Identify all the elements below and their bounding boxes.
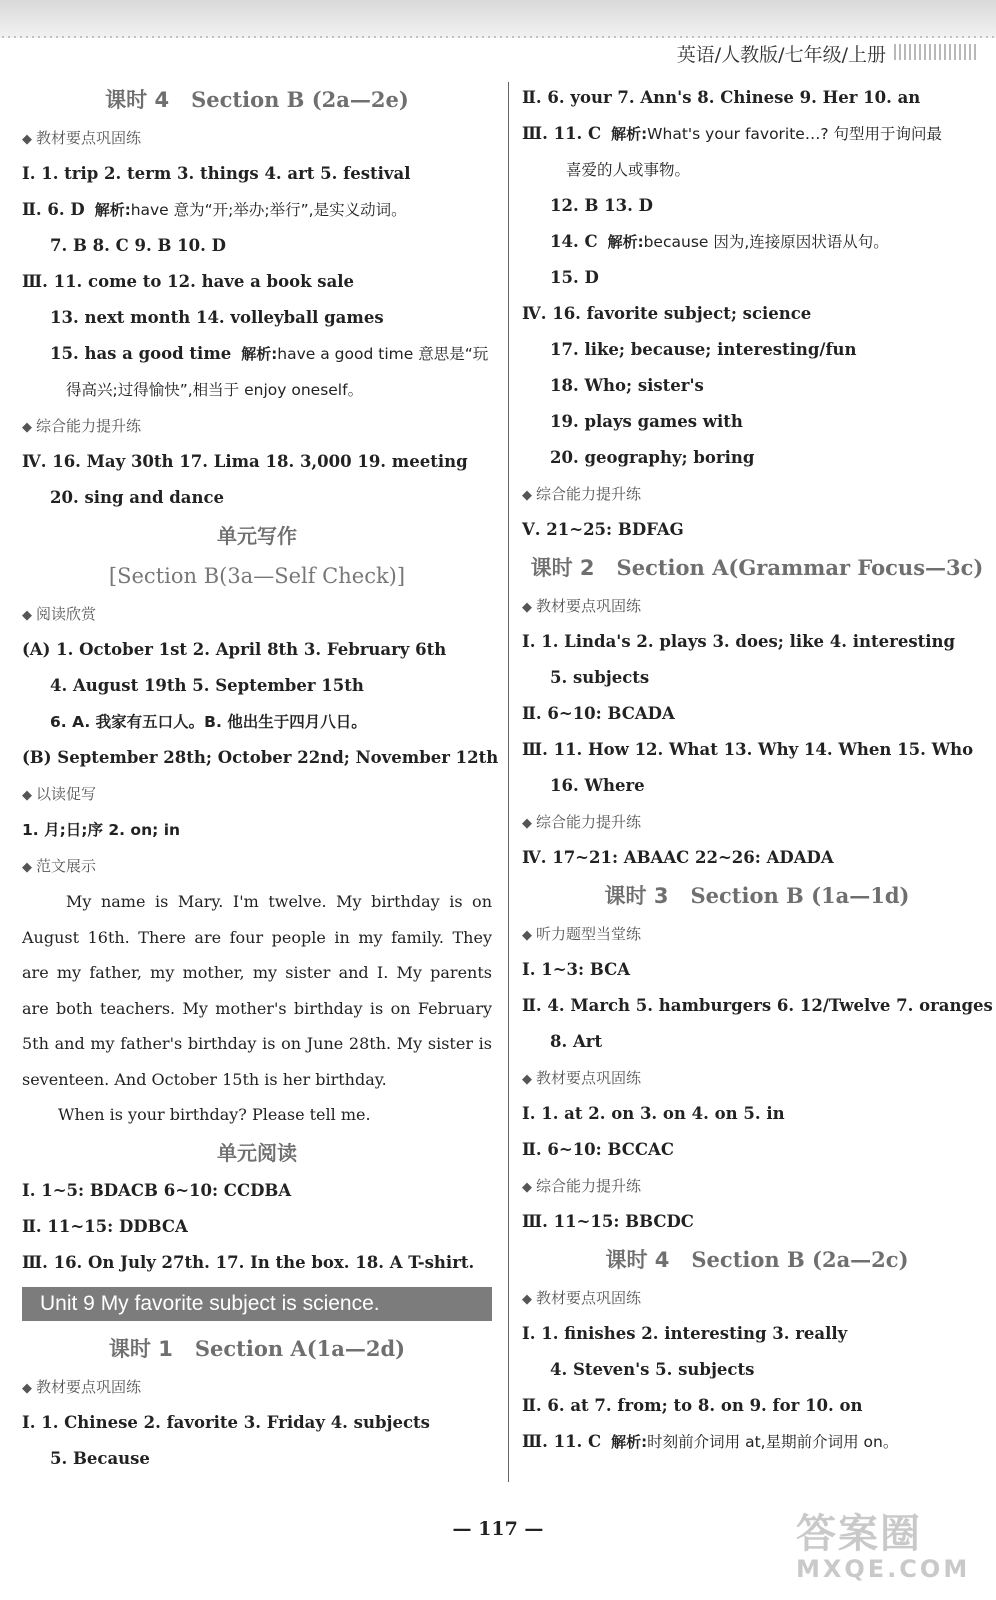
section-heading: ◆ 教材要点巩固练 bbox=[522, 1280, 992, 1316]
answer-line: Ⅲ. 11. C 解析:时刻前介词用 at,星期前介词用 on。 bbox=[522, 1432, 899, 1451]
answer-line: Ⅱ. 6~10: BCADA bbox=[522, 704, 675, 723]
answer-line: 16. Where bbox=[550, 776, 645, 795]
answer-line: 5. subjects bbox=[550, 668, 650, 687]
answer-line: 8. Art bbox=[550, 1032, 603, 1051]
section-heading: ◆ 教材要点巩固练 bbox=[22, 120, 492, 156]
unit-reading-title: 单元阅读 bbox=[217, 1140, 297, 1165]
answer-line: 喜爱的人或事物。 bbox=[566, 161, 691, 179]
diamond-icon: ◆ bbox=[22, 608, 32, 623]
watermark-url: MXQE.COM bbox=[796, 1555, 971, 1583]
answer-line: Ⅰ. 1~5: BDACB 6~10: CCDBA bbox=[22, 1180, 292, 1200]
answer-line: Ⅱ. 6. D 解析:have 意为“开;举办;举行”,是实义动词。 bbox=[22, 200, 407, 219]
answer-line: 20. sing and dance bbox=[50, 488, 225, 507]
section-heading: ◆ 综合能力提升练 bbox=[522, 1168, 992, 1204]
page-number: — 117 — bbox=[452, 1518, 544, 1540]
watermark-text: 答案圈 bbox=[796, 1511, 922, 1557]
answer-line: Ⅱ. 6. your 7. Ann's 8. Chinese 9. Her 10. an bbox=[522, 88, 921, 107]
answer-line: 15. D bbox=[550, 268, 599, 287]
unit-banner: Unit 9 My favorite subject is science. bbox=[22, 1287, 492, 1321]
answer-line: Ⅱ. 4. March 5. hamburgers 6. 12/Twelve 7. oranges bbox=[522, 996, 993, 1015]
diamond-icon: ◆ bbox=[522, 816, 532, 831]
unit-writing-title: 单元写作 bbox=[217, 524, 297, 548]
answer-line: 15. has a good time 解析:have a good time 意思是“玩 bbox=[50, 344, 489, 363]
right-column bbox=[522, 80, 992, 1460]
lesson-title: 课时 3 Section B (1a—1d) bbox=[604, 883, 910, 908]
diamond-icon: ◆ bbox=[22, 860, 32, 875]
answer-line: 19. plays games with bbox=[550, 412, 743, 431]
answer-line: 18. Who; sister's bbox=[550, 376, 704, 395]
diamond-icon: ◆ bbox=[522, 928, 532, 943]
left-column bbox=[22, 80, 499, 1477]
answer-line: Ⅱ. 11~15: DDBCA bbox=[22, 1216, 188, 1236]
header-ornament bbox=[894, 44, 978, 60]
diamond-icon: ◆ bbox=[22, 1380, 32, 1396]
model-essay bbox=[22, 884, 492, 1133]
diamond-icon: ◆ bbox=[522, 1072, 532, 1087]
section-heading: ◆ 教材要点巩固练 bbox=[22, 1369, 492, 1405]
answer-line: 17. like; because; interesting/fun bbox=[550, 340, 857, 359]
lesson-title: 课时 1 Section A(1a—2d) bbox=[108, 1335, 406, 1361]
section-heading: ◆ 范文展示 bbox=[22, 848, 492, 884]
answer-line: (A) 1. October 1st 2. April 8th 3. February 6th bbox=[22, 640, 447, 659]
answer-line: Ⅰ. 1. Chinese 2. favorite 3. Friday 4. subjects bbox=[22, 1412, 430, 1432]
answer-line: Ⅲ. 11~15: BBCDC bbox=[522, 1212, 694, 1231]
answer-line: Ⅰ. 1. trip 2. term 3. things 4. art 5. festival bbox=[22, 164, 411, 183]
answer-line: Ⅰ. 1. at 2. on 3. on 4. on 5. in bbox=[522, 1104, 785, 1123]
answer-line: 13. next month 14. volleyball games bbox=[50, 308, 384, 327]
answer-line: Ⅲ. 11. come to 12. have a book sale bbox=[22, 272, 355, 291]
section-heading: ◆ 教材要点巩固练 bbox=[522, 1060, 992, 1096]
lesson-title: 课时 4 Section B (2a—2c) bbox=[605, 1247, 909, 1272]
writing-section-title: [Section B(3a—Self Check)] bbox=[108, 564, 406, 588]
answer-line: 5. Because bbox=[50, 1448, 150, 1468]
diamond-icon: ◆ bbox=[522, 488, 532, 503]
essay-paragraph: When is your birthday? Please tell me. bbox=[58, 1105, 371, 1124]
diamond-icon: ◆ bbox=[22, 788, 32, 803]
answer-line: Ⅰ. 1~3: BCA bbox=[522, 960, 631, 979]
answer-line: Ⅳ. 17~21: ABAAC 22~26: ADADA bbox=[522, 848, 834, 867]
answer-line: Ⅰ. 1. finishes 2. interesting 3. really bbox=[522, 1324, 848, 1343]
section-heading: ◆ 以读促写 bbox=[22, 776, 492, 812]
answer-line: Ⅱ. 6. at 7. from; to 8. on 9. for 10. on bbox=[522, 1396, 863, 1415]
answer-line: Ⅲ. 11. How 12. What 13. Why 14. When 15. Who bbox=[522, 740, 974, 759]
answer-line: 4. August 19th 5. September 15th bbox=[50, 676, 364, 695]
answer-line: 14. C 解析:because 因为,连接原因状语从句。 bbox=[550, 232, 889, 251]
site-watermark bbox=[796, 1502, 971, 1588]
diamond-icon: ◆ bbox=[522, 1292, 532, 1307]
answer-line: Ⅳ. 16. favorite subject; science bbox=[522, 304, 812, 323]
answer-line: 得高兴;过得愉快”,相当于 enjoy oneself。 bbox=[66, 381, 364, 399]
answer-line: Ⅳ. 16. May 30th 17. Lima 18. 3,000 19. meeting bbox=[22, 452, 468, 471]
diamond-icon: ◆ bbox=[22, 420, 32, 435]
answer-line: Ⅱ. 6~10: BCCAC bbox=[522, 1140, 674, 1159]
section-heading: ◆ 综合能力提升练 bbox=[522, 476, 992, 512]
lesson-title: 课时 4 Section B (2a—2e) bbox=[105, 87, 409, 112]
lesson-title: 课时 2 Section A(Grammar Focus—3c) bbox=[530, 555, 984, 580]
section-heading: ◆ 阅读欣赏 bbox=[22, 596, 492, 632]
answer-line: 4. Steven's 5. subjects bbox=[550, 1360, 755, 1379]
answer-line: Ⅴ. 21~25: BDFAG bbox=[522, 520, 684, 539]
answer-line: 6. A. 我家有五口人。B. 他出生于四月八日。 bbox=[50, 713, 367, 731]
answer-line: Ⅲ. 11. C 解析:What's your favorite…? 句型用于询问最 bbox=[522, 124, 942, 143]
diamond-icon: ◆ bbox=[522, 1180, 532, 1195]
answer-line: 12. B 13. D bbox=[550, 196, 653, 215]
top-band bbox=[0, 0, 996, 38]
essay-paragraph: My name is Mary. I'm twelve. My birthday is on August 16th. There are four people in my family. They are my father, my mother, my sister and I. My parents are both teachers. My mother's birthday is on February 5th and my father's birthday is on June 28th. My sister is seventeen. And October 15th is her birthday. bbox=[22, 892, 492, 1089]
answer-line: 7. B 8. C 9. B 10. D bbox=[50, 236, 226, 255]
running-header: 英语/人教版/七年级/上册 bbox=[676, 44, 886, 66]
section-heading: ◆ 听力题型当堂练 bbox=[522, 916, 992, 952]
answer-line: (B) September 28th; October 22nd; November 12th bbox=[22, 748, 499, 767]
answer-line: 20. geography; boring bbox=[550, 448, 755, 467]
diamond-icon: ◆ bbox=[522, 600, 532, 615]
answer-line: Ⅲ. 16. On July 27th. 17. In the box. 18. A T-shirt. bbox=[22, 1252, 475, 1272]
section-heading: ◆ 综合能力提升练 bbox=[22, 408, 492, 444]
diamond-icon: ◆ bbox=[22, 132, 32, 147]
answer-line: 1. 月;日;序 2. on; in bbox=[22, 821, 181, 839]
section-heading: ◆ 教材要点巩固练 bbox=[522, 588, 992, 624]
column-divider bbox=[508, 82, 509, 1482]
answer-line: Ⅰ. 1. Linda's 2. plays 3. does; like 4. interesting bbox=[522, 632, 956, 651]
section-heading: ◆ 综合能力提升练 bbox=[522, 804, 992, 840]
